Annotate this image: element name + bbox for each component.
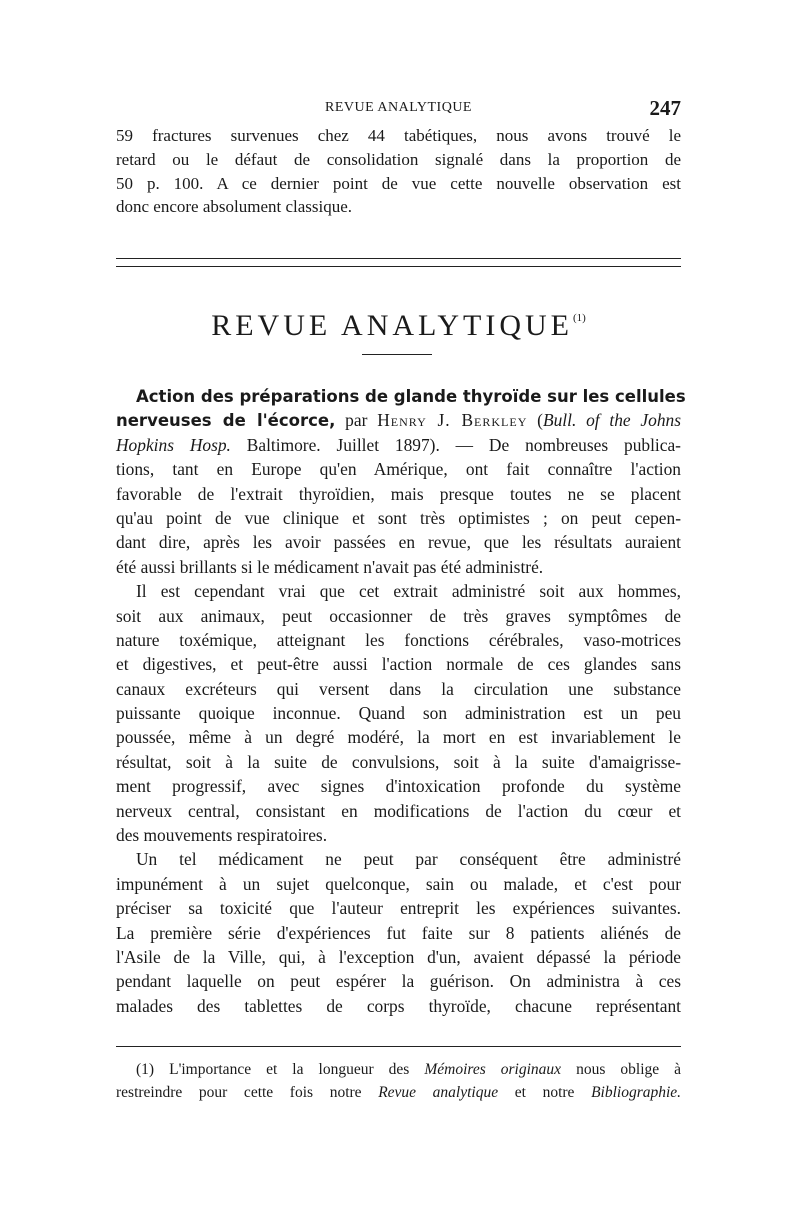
text-line: dant dire, après les avoir passées en revue, que les résultats auraient [116,532,681,553]
intro-paragraph [116,124,681,219]
text-line: puissante quoique inconnue. Quand son administration est un peu [116,703,681,724]
double-rule-divider [116,258,681,267]
footnote-text: nous oblige à [576,1061,682,1078]
text-line: La première série d'expériences fut faite sur 8 patients aliénés de [116,922,681,943]
text-line: des mouvements respiratoires. [116,825,328,846]
footnote-line [116,1058,681,1081]
footnote [116,1058,681,1104]
footnote-text: (1) L'importance et la longueur des [136,1061,410,1078]
text-line: impunément à un sujet quelconque, sain ou malade, et c'est pour [116,873,681,894]
article-title-cont: nerveuses de l'écorce, [116,411,336,431]
text-line: soit aux animaux, peut occasionner de très graves symptômes de [116,605,681,626]
section-heading [116,300,681,344]
article-title-line [116,408,681,432]
running-head [116,96,681,124]
text-line: donc encore absolument classique. [116,197,353,217]
rule-line [116,258,681,259]
text-line: été aussi brillants si le médicament n'avait pas été administré. [116,556,544,577]
footnote-italic: Bibliographie. [591,1084,682,1101]
text-line: résultat, soit à la suite de convulsions, soit à la suite d'amaigrisse- [116,751,681,772]
citation-rest: Baltimore. Juillet 1897). — De nombreuses publica- [246,434,681,455]
text-line: 50 p. 100. A ce dernier point de vue cette nouvelle observation est [116,173,681,193]
text-line: ment progressif, avec signes d'intoxication profonde du système [116,776,681,797]
author-name: Henry J. Berkley [377,410,528,431]
text-line: malades des tablettes de corps thyroïde, chacune représentant [116,995,681,1016]
heading-underline [362,354,432,355]
text-line: favorable de l'extrait thyroïdien, mais presque toutes ne se placent [116,483,681,504]
footnote-italic: Mémoires originaux [424,1061,562,1078]
text-line: canaux excréteurs qui versent dans la circulation une substance [116,678,681,699]
citation-open: ( [537,410,543,431]
text-line: nerveux central, consistant en modifications de l'action du cœur et [116,800,681,821]
text-line: et digestives, et peut-être aussi l'action normale de ces glandes sans [116,654,681,675]
footnote-text: et notre [514,1084,575,1101]
rule-line [116,266,681,267]
text-line: pendant laquelle on peut espérer la guérison. On administra à ces [116,971,681,992]
text-line: retard ou le défaut de consolidation signalé dans la proportion de [116,149,681,169]
text-line [116,433,681,457]
section-title: REVUE ANALYTIQUE [211,309,573,342]
text-line: préciser sa toxicité que l'auteur entreprit les expériences suivantes. [116,898,681,919]
text-line: l'Asile de la Ville, qui, à l'exception d'un, avaient dépassé la période [116,946,681,967]
text-line: qu'au point de vue clinique et sont très optimistes ; on peut cepen- [116,507,681,528]
text-line: tions, tant en Europe qu'en Amérique, ont fait connaître l'action [116,459,681,480]
page-number: 247 [649,96,681,120]
text-line: Un tel médicament ne peut par conséquent être administré [136,849,681,870]
footnote-rule [116,1046,681,1047]
footnote-marker: (1) [572,312,586,324]
article-title-line [116,384,686,408]
rule-line [116,1046,681,1047]
running-title: REVUE ANALYTIQUE [325,100,472,115]
text-line: poussée, même à un degré modéré, la mort en est invariablement le [116,727,681,748]
text-line: nature toxémique, atteignant les fonctions cérébrales, vaso-motrices [116,629,681,650]
article-title: Action des préparations de glande thyroïde sur les cellules [136,387,686,406]
footnote-text: restreindre pour cette fois notre [116,1084,362,1101]
article [116,384,686,1018]
journal-name: Bull. of the Johns [542,410,682,431]
text-line: Il est cependant vrai que cet extrait administré soit aux hommes, [136,581,681,602]
byline-par: par [345,410,368,431]
footnote-italic: Revue analytique [378,1084,499,1101]
text-line: 59 fractures survenues chez 44 tabétiques, nous avons trouvé le [116,126,681,145]
journal-name-cont: Hopkins Hosp. [116,434,231,455]
footnote-line [116,1081,681,1104]
